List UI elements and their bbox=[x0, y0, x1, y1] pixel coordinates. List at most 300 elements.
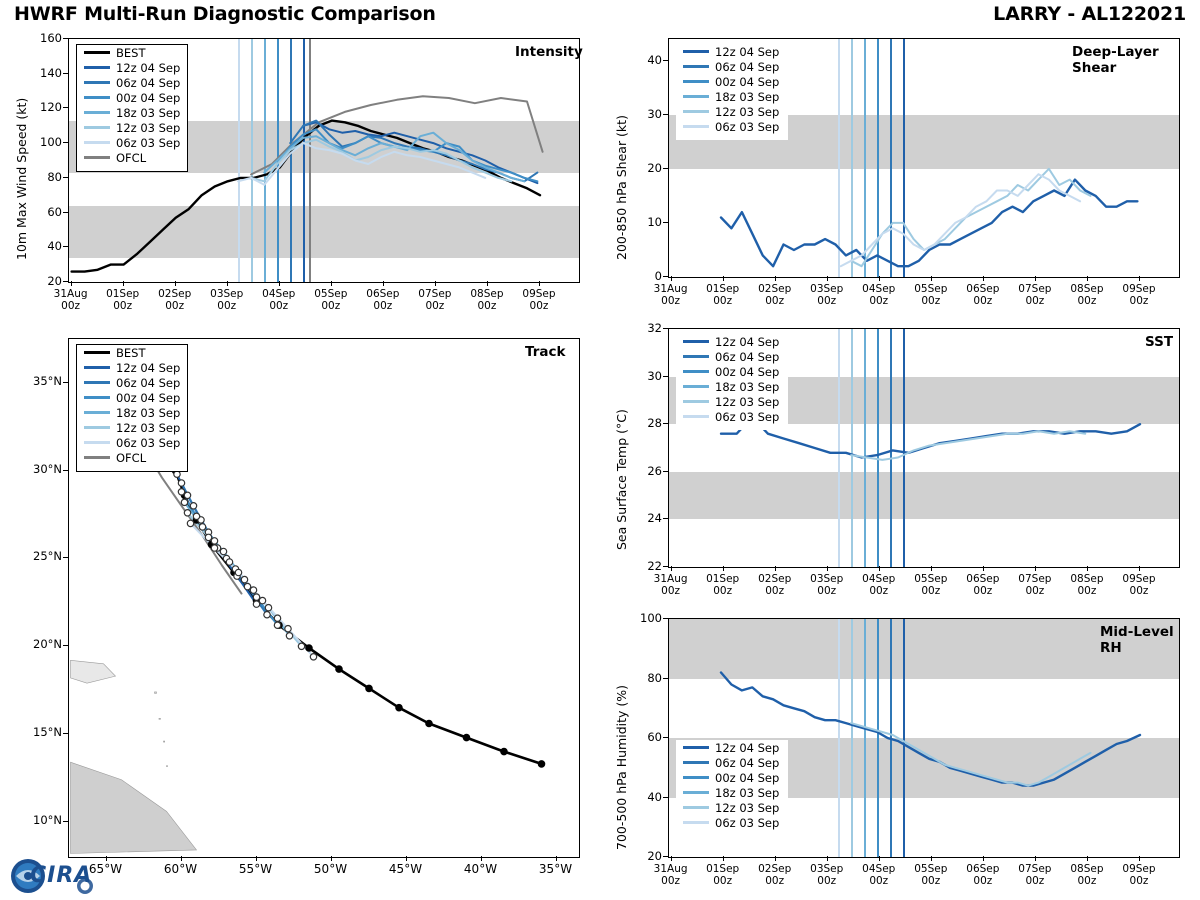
y-tick-mark bbox=[63, 73, 68, 74]
legend-swatch bbox=[683, 400, 709, 403]
legend-swatch bbox=[683, 746, 709, 749]
x-tick-mark bbox=[775, 276, 776, 281]
x-tick-label: 03Sep 00z bbox=[810, 283, 844, 307]
x-tick-label: 03Sep 00z bbox=[210, 288, 244, 312]
legend-label: 06z 03 Sep bbox=[715, 815, 780, 830]
legend-swatch bbox=[84, 156, 110, 159]
x-tick-label: 08Sep 00z bbox=[470, 288, 504, 312]
x-tick-mark bbox=[556, 856, 557, 861]
legend-label: 12z 04 Sep bbox=[715, 740, 780, 755]
legend-swatch bbox=[683, 385, 709, 388]
sst-y-axis-title: Sea Surface Temp (°C) bbox=[614, 409, 629, 550]
legend-swatch bbox=[84, 396, 110, 399]
x-tick-mark bbox=[723, 276, 724, 281]
legend-swatch bbox=[84, 381, 110, 384]
x-tick-label: 06Sep 00z bbox=[966, 863, 1000, 887]
page-title: HWRF Multi-Run Diagnostic Comparison bbox=[14, 3, 436, 25]
legend-swatch bbox=[84, 111, 110, 114]
legend-label: 12z 04 Sep bbox=[715, 44, 780, 59]
x-tick-label: 02Sep 00z bbox=[758, 283, 792, 307]
legend-swatch bbox=[683, 806, 709, 809]
series-line bbox=[841, 174, 1080, 266]
legend-item bbox=[676, 409, 788, 424]
y-tick-mark bbox=[663, 797, 668, 798]
x-tick-label: 08Sep 00z bbox=[1070, 283, 1104, 307]
x-tick-label: 05Sep 00z bbox=[314, 288, 348, 312]
legend-label: 06z 04 Sep bbox=[116, 75, 181, 90]
y-tick-mark bbox=[63, 246, 68, 247]
y-tick-label: 40 bbox=[647, 52, 662, 67]
legend-label: 12z 03 Sep bbox=[715, 104, 780, 119]
legend-item bbox=[676, 755, 788, 770]
x-tick-mark bbox=[181, 856, 182, 861]
rh-legend bbox=[676, 740, 788, 836]
y-tick-mark bbox=[663, 114, 668, 115]
x-tick-label: 31Aug 00z bbox=[653, 573, 688, 597]
legend-swatch bbox=[84, 141, 110, 144]
coastline-shape bbox=[167, 766, 168, 767]
y-tick-mark bbox=[663, 856, 668, 857]
legend-swatch bbox=[84, 126, 110, 129]
y-tick-label: 24 bbox=[647, 511, 662, 526]
legend-label: 06z 04 Sep bbox=[715, 349, 780, 364]
x-tick-label: 09Sep 00z bbox=[1122, 573, 1156, 597]
legend-swatch bbox=[683, 370, 709, 373]
track-marker bbox=[181, 499, 187, 505]
legend-label: 18z 03 Sep bbox=[715, 785, 780, 800]
legend-label: 06z 03 Sep bbox=[715, 119, 780, 134]
y-tick-mark bbox=[63, 645, 68, 646]
y-tick-mark bbox=[63, 212, 68, 213]
x-tick-mark bbox=[931, 276, 932, 281]
coastline-shape bbox=[159, 718, 160, 719]
x-tick-label: 31Aug 00z bbox=[653, 283, 688, 307]
legend-label: 06z 03 Sep bbox=[116, 135, 181, 150]
y-tick-label: 28 bbox=[647, 416, 662, 431]
track-panel-label: Track bbox=[525, 344, 566, 360]
y-tick-label: 10°N bbox=[33, 812, 62, 827]
x-tick-label: 40°W bbox=[463, 862, 498, 876]
legend-item bbox=[77, 60, 187, 75]
legend-item bbox=[676, 89, 788, 104]
legend-label: 06z 04 Sep bbox=[116, 375, 181, 390]
intensity-y-axis-title: 10m Max Wind Speed (kt) bbox=[14, 97, 29, 260]
track-marker bbox=[286, 633, 292, 639]
x-tick-mark bbox=[383, 281, 384, 286]
x-tick-label: 55°W bbox=[238, 862, 273, 876]
legend-item bbox=[676, 104, 788, 119]
legend-label: 12z 04 Sep bbox=[116, 60, 181, 75]
legend-swatch bbox=[683, 791, 709, 794]
legend-item bbox=[676, 815, 788, 830]
legend-label: 18z 03 Sep bbox=[116, 105, 181, 120]
legend-item bbox=[77, 120, 187, 135]
track-marker bbox=[211, 538, 217, 544]
x-tick-mark bbox=[671, 566, 672, 571]
legend-label: BEST bbox=[116, 345, 146, 360]
legend-item bbox=[77, 90, 187, 105]
y-tick-mark bbox=[663, 678, 668, 679]
x-tick-label: 08Sep 00z bbox=[1070, 863, 1104, 887]
y-tick-label: 80 bbox=[47, 169, 62, 184]
legend-item bbox=[77, 360, 187, 375]
track-marker bbox=[178, 489, 184, 495]
legend-swatch bbox=[84, 51, 110, 54]
legend-swatch bbox=[84, 456, 110, 459]
x-tick-mark bbox=[256, 856, 257, 861]
track-marker bbox=[285, 626, 291, 632]
x-tick-mark bbox=[1035, 856, 1036, 861]
legend-swatch bbox=[683, 776, 709, 779]
x-tick-label: 01Sep 00z bbox=[106, 288, 140, 312]
x-tick-mark bbox=[983, 566, 984, 571]
legend-label: 00z 04 Sep bbox=[715, 364, 780, 379]
intensity-legend bbox=[76, 44, 188, 172]
legend-label: 06z 04 Sep bbox=[715, 755, 780, 770]
legend-item bbox=[77, 450, 187, 465]
track-marker bbox=[264, 612, 270, 618]
legend-item bbox=[676, 74, 788, 89]
y-tick-label: 160 bbox=[40, 31, 62, 45]
y-tick-mark bbox=[663, 222, 668, 223]
y-tick-label: 0 bbox=[654, 269, 662, 283]
track-marker bbox=[184, 510, 190, 516]
y-tick-mark bbox=[63, 142, 68, 143]
x-tick-label: 01Sep 00z bbox=[706, 283, 740, 307]
track-marker bbox=[190, 503, 196, 509]
rh-y-axis-title: 700-500 hPa Humidity (%) bbox=[614, 684, 629, 850]
y-tick-label: 60 bbox=[647, 730, 662, 744]
shear-y-axis-title: 200-850 hPa Shear (kt) bbox=[614, 115, 629, 260]
track-marker bbox=[426, 720, 432, 726]
legend-label: 18z 03 Sep bbox=[715, 379, 780, 394]
intensity-panel-label: Intensity bbox=[515, 44, 583, 60]
x-tick-mark bbox=[723, 856, 724, 861]
y-tick-label: 40 bbox=[47, 239, 62, 254]
x-tick-mark bbox=[106, 856, 107, 861]
x-tick-mark bbox=[931, 566, 932, 571]
x-tick-mark bbox=[481, 856, 482, 861]
track-marker bbox=[366, 685, 372, 691]
track-marker bbox=[241, 576, 247, 582]
x-tick-label: 09Sep 00z bbox=[522, 288, 556, 312]
legend-item bbox=[676, 740, 788, 755]
x-tick-mark bbox=[539, 281, 540, 286]
x-tick-label: 07Sep 00z bbox=[418, 288, 452, 312]
series-line bbox=[176, 471, 542, 764]
track-marker bbox=[396, 705, 402, 711]
y-tick-label: 22 bbox=[647, 559, 662, 573]
x-tick-label: 02Sep 00z bbox=[758, 573, 792, 597]
legend-swatch bbox=[683, 110, 709, 113]
x-tick-label: 06Sep 00z bbox=[966, 573, 1000, 597]
x-tick-label: 60°W bbox=[163, 862, 198, 876]
y-tick-mark bbox=[663, 423, 668, 424]
coastline-shape bbox=[71, 660, 116, 683]
track-marker bbox=[226, 559, 232, 565]
y-tick-label: 60 bbox=[47, 204, 62, 219]
legend-item bbox=[676, 785, 788, 800]
y-tick-label: 120 bbox=[40, 100, 62, 115]
y-tick-mark bbox=[663, 737, 668, 738]
legend-item bbox=[676, 364, 788, 379]
y-tick-label: 26 bbox=[647, 463, 662, 478]
legend-swatch bbox=[683, 95, 709, 98]
track-marker bbox=[184, 492, 190, 498]
track-marker bbox=[259, 597, 265, 603]
legend-label: 18z 03 Sep bbox=[116, 405, 181, 420]
y-tick-mark bbox=[663, 276, 668, 277]
track-marker bbox=[253, 594, 259, 600]
track-marker bbox=[211, 545, 217, 551]
x-tick-mark bbox=[879, 276, 880, 281]
y-tick-label: 10 bbox=[647, 214, 662, 229]
legend-item bbox=[77, 375, 187, 390]
x-tick-label: 09Sep 00z bbox=[1122, 863, 1156, 887]
x-tick-mark bbox=[1087, 276, 1088, 281]
x-tick-mark bbox=[331, 281, 332, 286]
legend-swatch bbox=[84, 81, 110, 84]
x-tick-label: 05Sep 00z bbox=[914, 283, 948, 307]
y-tick-mark bbox=[663, 471, 668, 472]
series-line bbox=[851, 723, 1090, 786]
y-tick-label: 100 bbox=[640, 611, 662, 625]
x-tick-label: 31Aug 00z bbox=[53, 288, 88, 312]
y-tick-label: 40 bbox=[647, 789, 662, 804]
x-tick-label: 05Sep 00z bbox=[914, 573, 948, 597]
legend-swatch bbox=[84, 411, 110, 414]
x-tick-mark bbox=[827, 276, 828, 281]
x-tick-mark bbox=[723, 566, 724, 571]
x-tick-label: 04Sep 00z bbox=[862, 283, 896, 307]
legend-swatch bbox=[84, 366, 110, 369]
legend-swatch bbox=[683, 415, 709, 418]
panel-track bbox=[0, 330, 600, 900]
x-tick-label: 04Sep 00z bbox=[262, 288, 296, 312]
legend-item bbox=[676, 59, 788, 74]
legend-label: 12z 04 Sep bbox=[116, 360, 181, 375]
panel-intensity bbox=[0, 30, 600, 330]
legend-label: 18z 03 Sep bbox=[715, 89, 780, 104]
legend-swatch bbox=[683, 80, 709, 83]
legend-item bbox=[676, 119, 788, 134]
y-tick-label: 30 bbox=[647, 368, 662, 383]
x-tick-label: 01Sep 00z bbox=[706, 863, 740, 887]
x-tick-mark bbox=[1139, 276, 1140, 281]
y-tick-label: 140 bbox=[40, 65, 62, 80]
legend-swatch bbox=[683, 50, 709, 53]
legend-label: 06z 03 Sep bbox=[116, 435, 181, 450]
legend-swatch bbox=[683, 65, 709, 68]
x-tick-mark bbox=[1035, 566, 1036, 571]
legend-item bbox=[676, 349, 788, 364]
y-tick-label: 15°N bbox=[33, 725, 62, 740]
legend-item bbox=[77, 420, 187, 435]
y-tick-label: 20 bbox=[47, 274, 62, 288]
panel-sst bbox=[600, 320, 1200, 605]
legend-swatch bbox=[84, 66, 110, 69]
x-tick-mark bbox=[435, 281, 436, 286]
y-tick-label: 30°N bbox=[33, 461, 62, 476]
legend-label: 12z 03 Sep bbox=[715, 800, 780, 815]
y-tick-label: 80 bbox=[647, 670, 662, 685]
legend-item bbox=[676, 334, 788, 349]
x-tick-label: 45°W bbox=[388, 862, 423, 876]
legend-swatch bbox=[84, 426, 110, 429]
legend-label: OFCL bbox=[116, 450, 147, 465]
track-marker bbox=[178, 480, 184, 486]
legend-label: 00z 04 Sep bbox=[116, 390, 181, 405]
x-tick-label: 50°W bbox=[313, 862, 348, 876]
track-marker bbox=[274, 615, 280, 621]
storm-id-title: LARRY - AL122021 bbox=[993, 3, 1186, 25]
y-tick-mark bbox=[63, 382, 68, 383]
legend-label: 12z 03 Sep bbox=[116, 120, 181, 135]
y-tick-mark bbox=[663, 328, 668, 329]
series-line bbox=[851, 431, 1085, 460]
legend-swatch bbox=[683, 340, 709, 343]
y-tick-label: 20 bbox=[647, 160, 662, 175]
y-tick-mark bbox=[663, 168, 668, 169]
x-tick-mark bbox=[931, 856, 932, 861]
shear-legend bbox=[676, 44, 788, 140]
x-tick-label: 07Sep 00z bbox=[1018, 283, 1052, 307]
legend-item bbox=[77, 135, 187, 150]
legend-label: 00z 04 Sep bbox=[116, 90, 181, 105]
x-tick-label: 06Sep 00z bbox=[366, 288, 400, 312]
track-marker bbox=[310, 654, 316, 660]
coastline-shape bbox=[155, 692, 157, 693]
x-tick-mark bbox=[879, 566, 880, 571]
legend-swatch bbox=[683, 355, 709, 358]
x-tick-mark bbox=[827, 566, 828, 571]
x-tick-label: 03Sep 00z bbox=[810, 573, 844, 597]
y-tick-mark bbox=[63, 107, 68, 108]
title-bar bbox=[0, 0, 1200, 30]
sst-panel-label: SST bbox=[1145, 334, 1174, 350]
x-tick-mark bbox=[123, 281, 124, 286]
legend-swatch bbox=[683, 761, 709, 764]
x-tick-mark bbox=[983, 856, 984, 861]
track-marker bbox=[306, 645, 312, 651]
y-tick-mark bbox=[63, 470, 68, 471]
track-marker bbox=[250, 587, 256, 593]
legend-label: OFCL bbox=[116, 150, 147, 165]
x-tick-mark bbox=[331, 856, 332, 861]
track-marker bbox=[193, 513, 199, 519]
coastline-shape bbox=[71, 762, 197, 853]
track-marker bbox=[220, 548, 226, 554]
y-tick-mark bbox=[663, 518, 668, 519]
y-tick-label: 20°N bbox=[33, 637, 62, 652]
x-tick-mark bbox=[1035, 276, 1036, 281]
x-tick-label: 03Sep 00z bbox=[810, 863, 844, 887]
track-marker bbox=[205, 534, 211, 540]
legend-label: 00z 04 Sep bbox=[715, 770, 780, 785]
track-marker bbox=[336, 666, 342, 672]
x-tick-mark bbox=[671, 856, 672, 861]
legend-item bbox=[676, 44, 788, 59]
y-tick-mark bbox=[63, 733, 68, 734]
track-marker bbox=[244, 583, 250, 589]
track-marker bbox=[253, 601, 259, 607]
x-tick-mark bbox=[487, 281, 488, 286]
x-tick-mark bbox=[175, 281, 176, 286]
legend-item bbox=[77, 435, 187, 450]
x-tick-mark bbox=[671, 276, 672, 281]
legend-item bbox=[676, 394, 788, 409]
legend-label: BEST bbox=[116, 45, 146, 60]
y-tick-mark bbox=[63, 38, 68, 39]
y-tick-label: 30 bbox=[647, 106, 662, 121]
x-tick-mark bbox=[775, 566, 776, 571]
x-tick-mark bbox=[1139, 566, 1140, 571]
x-tick-label: 05Sep 00z bbox=[914, 863, 948, 887]
x-tick-label: 35°W bbox=[538, 862, 573, 876]
cira-logo-text: CIRA bbox=[30, 863, 93, 888]
track-marker bbox=[463, 734, 469, 740]
x-tick-label: 07Sep 00z bbox=[1018, 863, 1052, 887]
x-tick-mark bbox=[279, 281, 280, 286]
y-tick-label: 32 bbox=[647, 321, 662, 335]
x-tick-label: 02Sep 00z bbox=[158, 288, 192, 312]
coastline-shape bbox=[164, 741, 165, 742]
legend-item bbox=[676, 379, 788, 394]
legend-label: 12z 03 Sep bbox=[116, 420, 181, 435]
legend-item bbox=[77, 105, 187, 120]
legend-item bbox=[77, 75, 187, 90]
legend-label: 06z 03 Sep bbox=[715, 409, 780, 424]
legend-label: 12z 03 Sep bbox=[715, 394, 780, 409]
legend-swatch bbox=[683, 125, 709, 128]
track-marker bbox=[274, 622, 280, 628]
rh-panel-label: Mid-Level RH bbox=[1100, 624, 1174, 656]
x-tick-label: 31Aug 00z bbox=[653, 863, 688, 887]
y-tick-mark bbox=[663, 376, 668, 377]
track-marker bbox=[235, 569, 241, 575]
legend-item bbox=[676, 770, 788, 785]
x-tick-mark bbox=[1139, 856, 1140, 861]
legend-item bbox=[676, 800, 788, 815]
legend-label: 12z 04 Sep bbox=[715, 334, 780, 349]
legend-swatch bbox=[84, 351, 110, 354]
shear-panel-label: Deep-Layer Shear bbox=[1072, 44, 1159, 76]
x-tick-label: 06Sep 00z bbox=[966, 283, 1000, 307]
track-marker bbox=[265, 605, 271, 611]
x-tick-mark bbox=[983, 276, 984, 281]
y-tick-mark bbox=[663, 618, 668, 619]
track-legend bbox=[76, 344, 188, 472]
x-tick-label: 09Sep 00z bbox=[1122, 283, 1156, 307]
legend-item bbox=[77, 345, 187, 360]
x-tick-label: 04Sep 00z bbox=[862, 573, 896, 597]
y-tick-mark bbox=[663, 566, 668, 567]
x-tick-mark bbox=[1087, 856, 1088, 861]
legend-label: 00z 04 Sep bbox=[715, 74, 780, 89]
sst-legend bbox=[676, 334, 788, 430]
x-tick-mark bbox=[775, 856, 776, 861]
legend-item bbox=[77, 405, 187, 420]
y-tick-label: 35°N bbox=[33, 373, 62, 388]
x-tick-mark bbox=[1087, 566, 1088, 571]
legend-swatch bbox=[84, 96, 110, 99]
x-tick-label: 02Sep 00z bbox=[758, 863, 792, 887]
legend-item bbox=[77, 45, 187, 60]
legend-item bbox=[77, 390, 187, 405]
y-tick-mark bbox=[63, 281, 68, 282]
y-tick-mark bbox=[63, 821, 68, 822]
series-line bbox=[851, 169, 1090, 266]
